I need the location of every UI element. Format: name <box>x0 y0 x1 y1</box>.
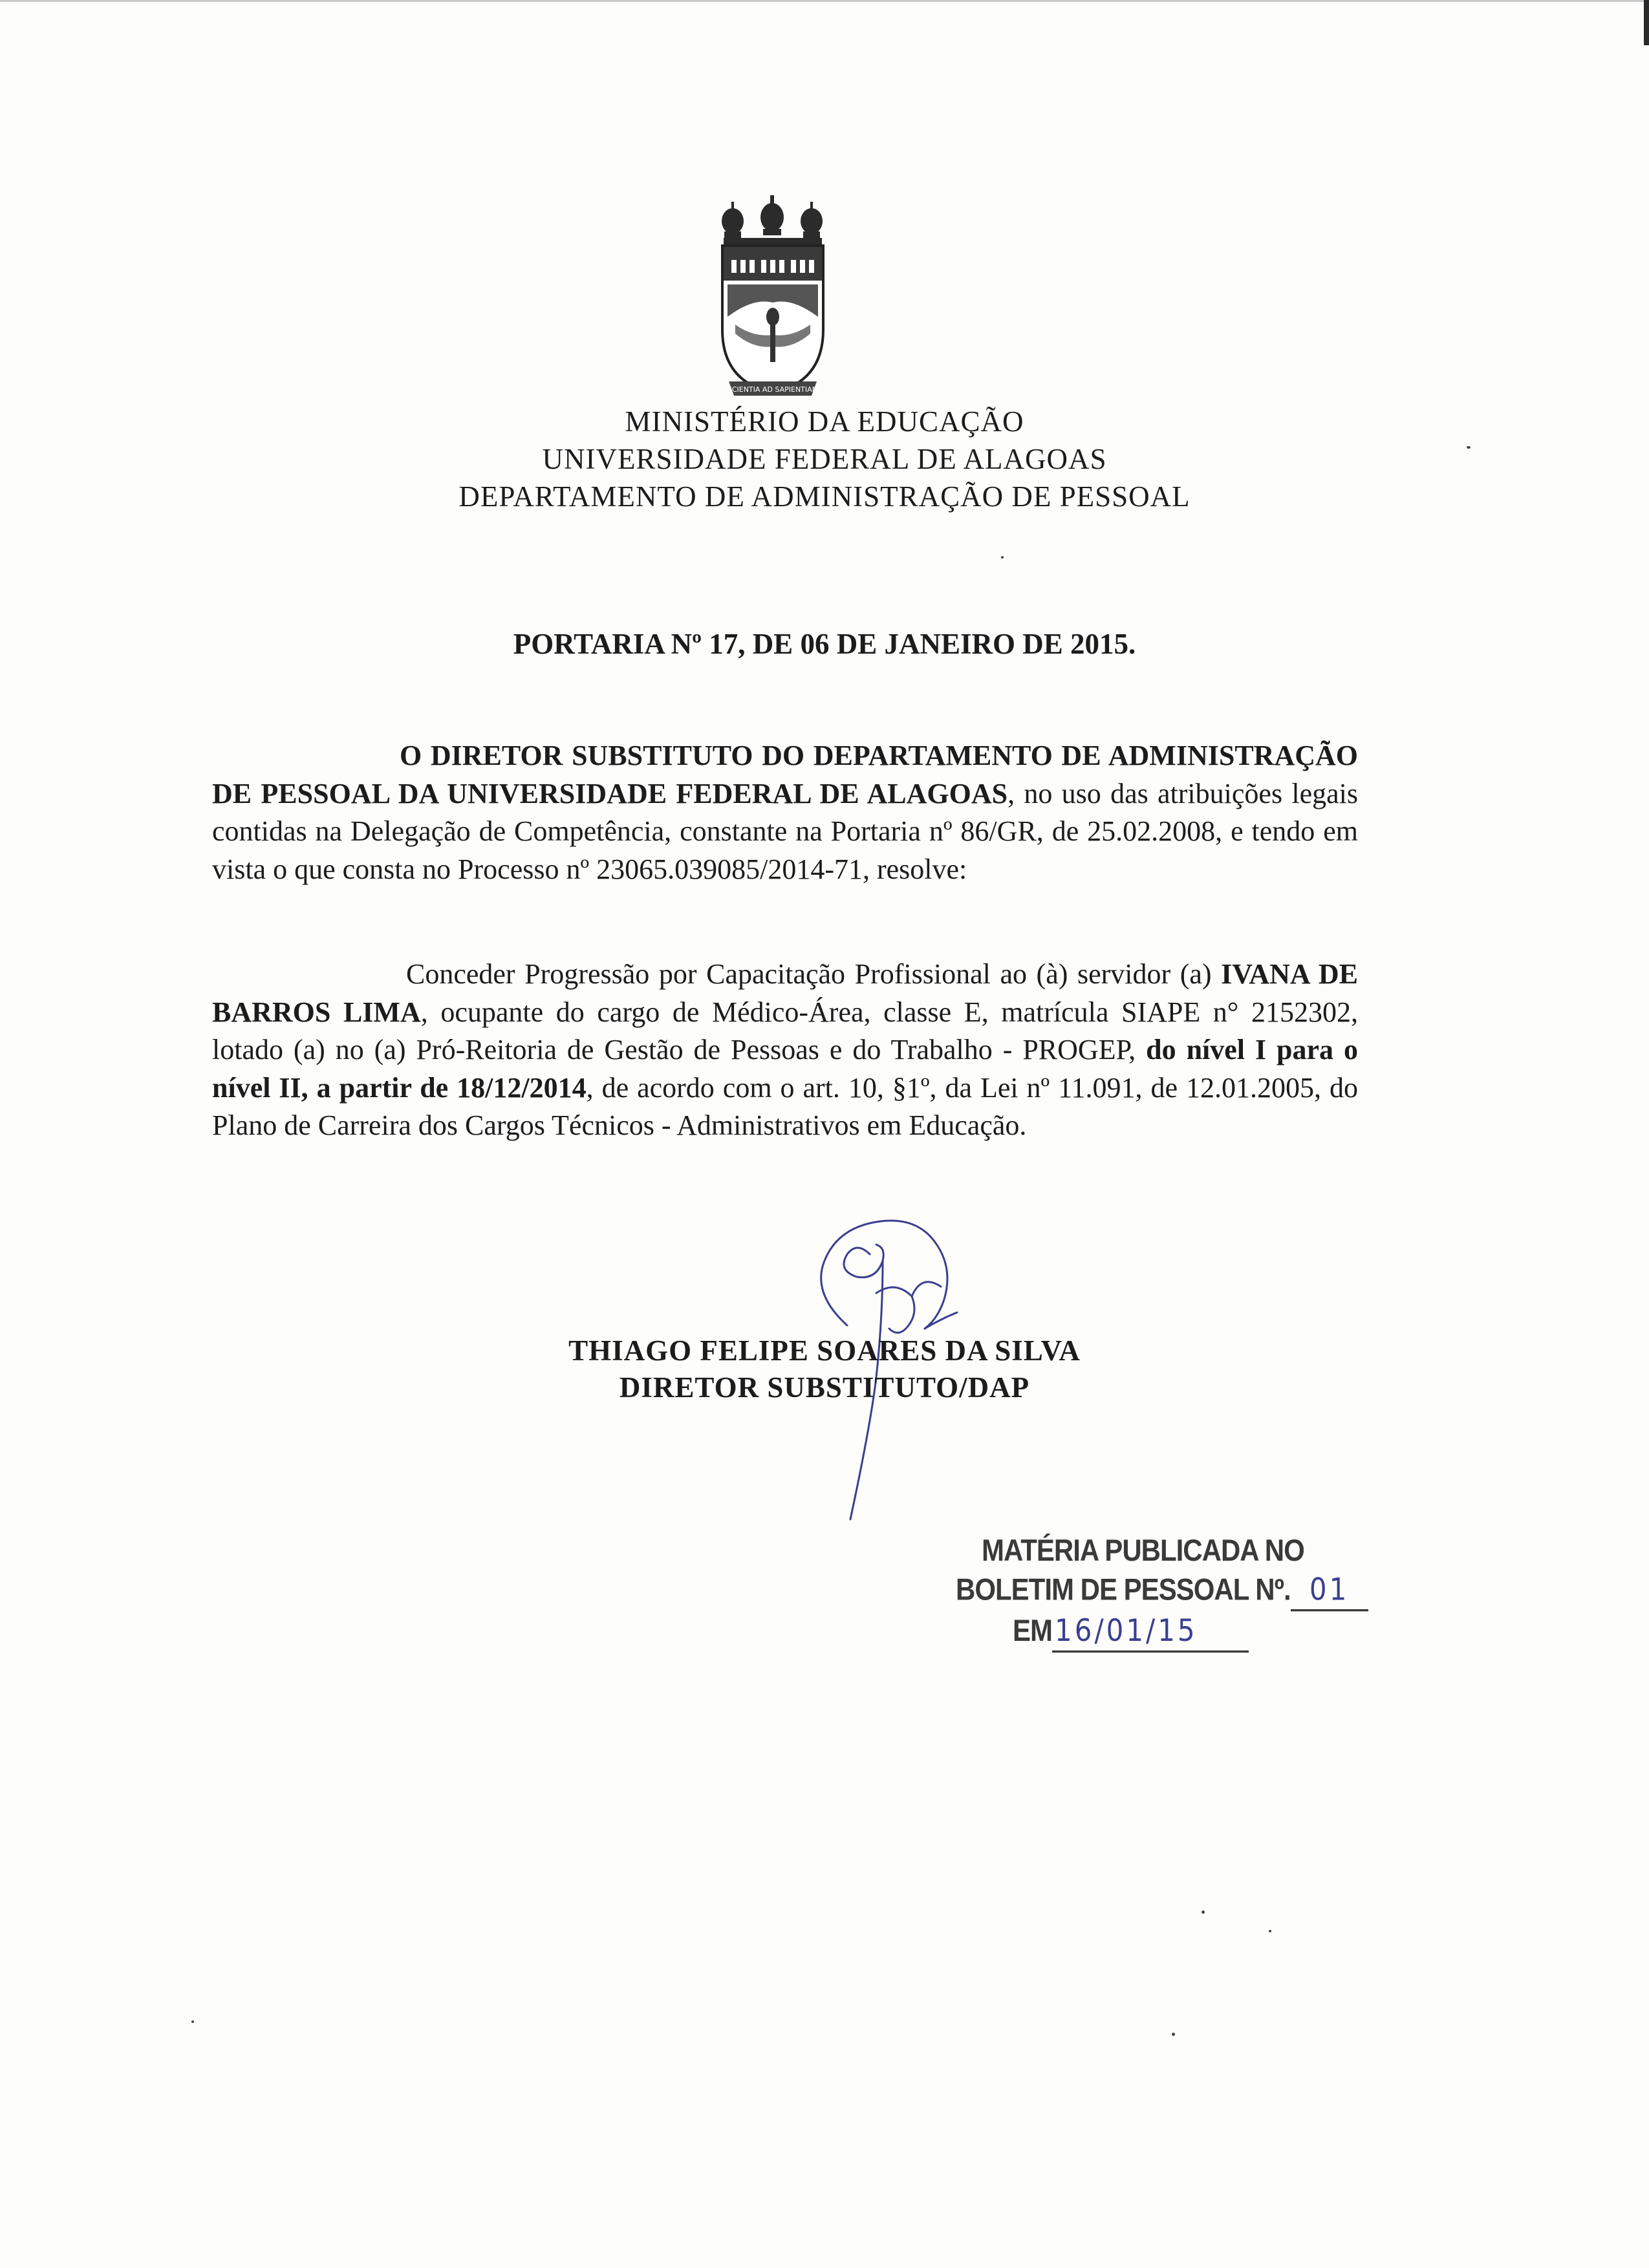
scan-speck <box>191 2020 194 2023</box>
preamble-paragraph <box>212 737 1358 888</box>
scan-speck <box>1001 556 1004 559</box>
resolution-text-2: , ocupante do cargo de Médico-Área, classe E, matrícula SIAPE n° 2152302, lotado (a) no (a) Pró-Reitoria de Gestão de Pessoas e do Trabalho - PROGEP, <box>212 996 1358 1065</box>
stamp-date-value: 16/01/15 <box>1052 1611 1249 1653</box>
stamp-bulletin-line <box>956 1570 1350 1611</box>
progression-level: do nível I para o nível II, a partir de 18/12/2014 <box>212 1034 1358 1104</box>
document-title: PORTARIA Nº 17, DE 06 DE JANEIRO DE 2015. <box>513 628 1136 660</box>
resolution-text-1: Conceder Progressão por Capacitação Profissional ao (à) servidor (a) <box>406 958 1222 990</box>
signatory-name: THIAGO FELIPE SOARES DA SILVA <box>568 1334 1081 1367</box>
scan-speck <box>1269 1930 1271 1932</box>
scan-edge-top <box>0 0 1649 2</box>
preamble-authority: O DIRETOR SUBSTITUTO DO DEPARTAMENTO DE ADMINISTRAÇÃO DE PESSOAL DA UNIVERSIDADE FEDERAL DE ALAGOAS <box>212 740 1358 809</box>
university-heading: UNIVERSIDADE FEDERAL DE ALAGOAS <box>542 443 1107 475</box>
signatory-role: DIRETOR SUBSTITUTO/DAP <box>619 1371 1030 1404</box>
scan-edge-right <box>1644 0 1649 45</box>
university-crest-icon <box>715 187 831 407</box>
stamp-date-label: EM <box>1013 1613 1052 1648</box>
scan-speck <box>1172 2033 1175 2036</box>
publication-stamp <box>956 1531 1350 1653</box>
department-heading: DEPARTAMENTO DE ADMINISTRAÇÃO DE PESSOAL <box>458 480 1191 513</box>
scan-speck <box>1202 1910 1205 1914</box>
resolution-text-3: , de acordo com o art. 10, §1º, da Lei nº 11.091, de 12.01.2005, do Plano de Carreira dos Cargos Técnicos - Administrativos em Educação. <box>212 1071 1358 1141</box>
resolution-paragraph <box>212 956 1358 1145</box>
crest-motto: SCIENTIA AD SAPIENTIAM <box>727 385 819 394</box>
stamp-date-line <box>1013 1611 1324 1653</box>
stamp-bulletin-label: BOLETIM DE PESSOAL Nº. <box>956 1572 1291 1607</box>
stamp-bulletin-number: 01 <box>1291 1570 1368 1611</box>
employee-name: IVANA DE BARROS LIMA <box>212 958 1358 1028</box>
preamble-text: , no uso das atribuições legais contidas na Delegação de Competência, constante na Portaria nº 86/GR, de 25.02.2008, e tendo em vista o que consta no Processo nº 23065.039085/2014-71, resolve: <box>212 777 1358 885</box>
stamp-heading: MATÉRIA PUBLICADA NO <box>982 1533 1304 1567</box>
ministry-heading: MINISTÉRIO DA EDUCAÇÃO <box>625 405 1024 438</box>
